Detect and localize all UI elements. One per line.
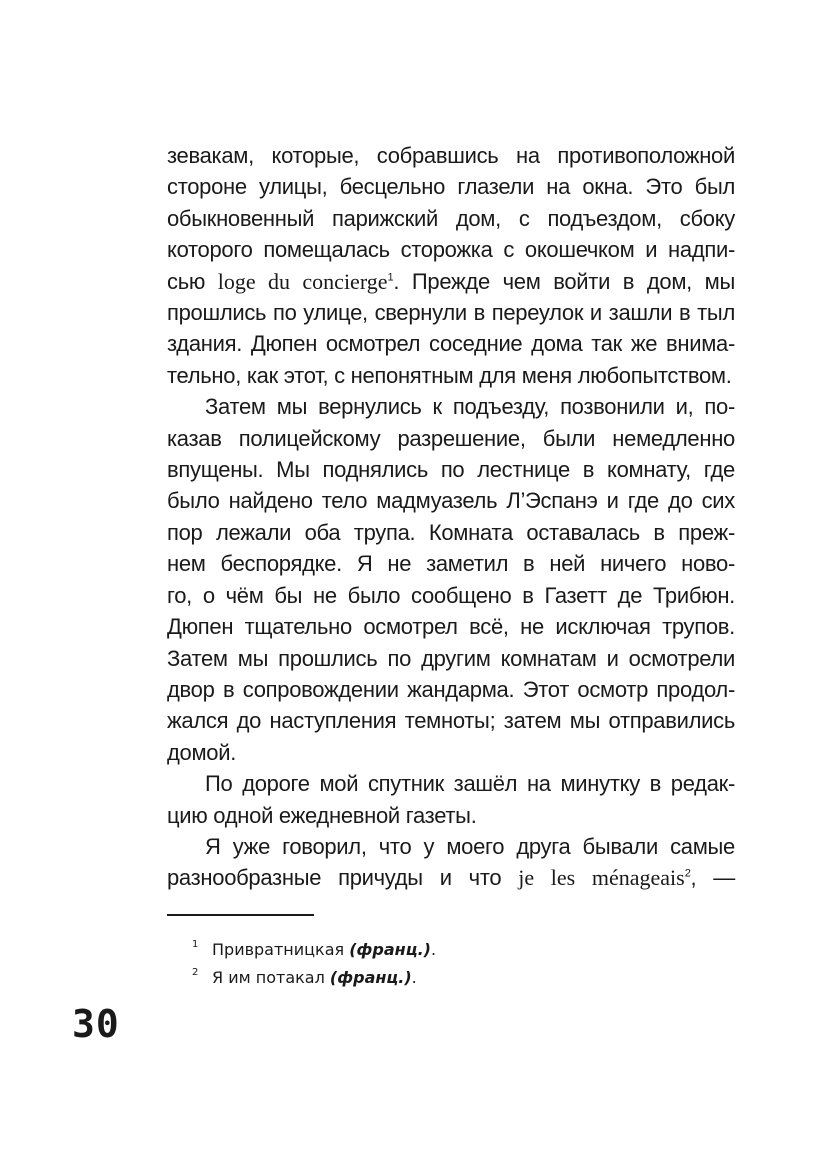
text-line: Затем мы вернулись к подъезду, позвонили и, по- [205,394,735,420]
footnote-reference: 1 [387,271,394,284]
text-line: пор лежали оба трупа. Комната оставалась в преж- [167,519,735,545]
footnote-2 [194,964,734,992]
text-line: которого помещалась сторожка с окошечком и надпи- [167,237,735,263]
text-line: казав полицейскому разрешение, были немедленно [167,425,735,451]
footnote-language: (франц.) [349,940,431,959]
text-line: обыкновенный парижский дом, с подъездом, сбоку [167,205,735,231]
footnote-text: Я им потакал [212,968,330,987]
footnote-1 [194,936,734,964]
text-line: прошлись по улице, свернули в переулок и зашли в тыл [167,300,735,326]
text-line: го, о чём бы не было сообщено в Газетт де Трибюн. [167,582,735,608]
line-text: сью [167,268,218,294]
text-line: цию одной ежедневной газеты. [167,802,477,828]
text-line: двор в сопровождении жандарма. Этот осмотр продол- [167,676,735,702]
text-line: нем беспорядке. Я не заметил в ней ничего ново- [167,551,735,577]
footnote-end: . [430,940,437,959]
text-line: Дюпен тщательно осмотрел всё, не исключая трупов. [167,614,735,640]
text-line: здания. Дюпен осмотрел соседние дома так же внима- [167,331,735,357]
footnote-language: (франц.) [329,968,412,987]
text-line: зевакам, которые, собравшись на противоположной [167,143,735,168]
footnotes [194,936,734,992]
text-line: тельно, как этот, с непонятным для меня любопытством. [167,362,732,388]
footnote-text: Привратницкая [212,940,350,959]
text-line: стороне улицы, бесцельно глазели на окна. Это был [167,174,735,200]
text-line: впущены. Мы поднялись по лестнице в комнату, где [167,457,735,483]
line-text: , — [690,865,735,891]
text-line: По дороге мой спутник зашёл на минутку в редак- [205,771,735,797]
text-line: домой. [167,739,237,765]
body-text [167,140,735,894]
foreign-phrase: loge du concierge [217,268,388,294]
page-number: 30 [72,1002,120,1046]
footnote-end: . [411,968,417,987]
footnote-number: 1 [192,939,199,950]
line-text: . Прежде чем войти в дом, мы [393,268,735,294]
text-line: Затем мы прошлись по другим комнатам и осмотрели [167,645,735,671]
footnote-reference: 2 [684,868,691,881]
foreign-phrase: je les ménageais [518,865,685,891]
text-line [167,862,735,893]
text-line: жался до наступления темноты; затем мы отправились [167,708,735,734]
text-line [167,266,735,297]
text-line: было найдено тело мадмуазель Л’Эспанэ и где до сих [167,488,735,514]
text-line: Я уже говорил, что у моего друга бывали самые [205,833,735,859]
footnote-separator [167,914,314,916]
footnote-number: 2 [192,967,199,978]
line-text: разнообразные причуды и что [167,865,519,891]
